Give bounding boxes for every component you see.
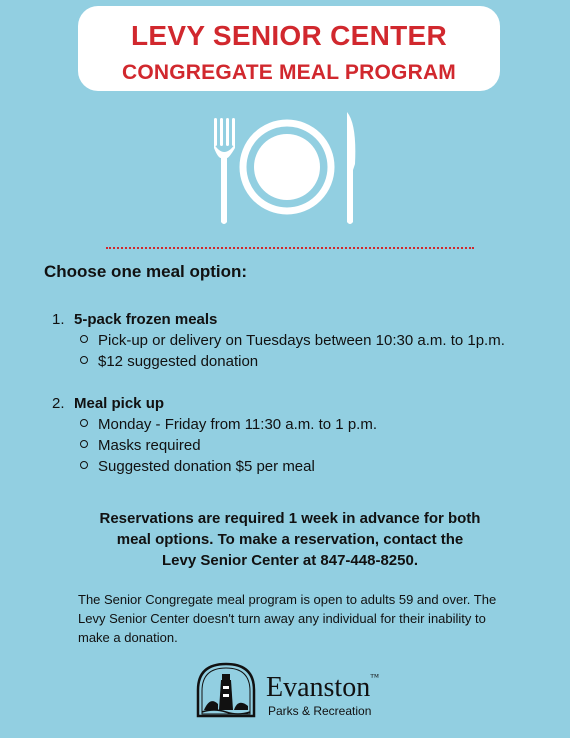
logo-name: Evanston	[266, 672, 371, 703]
options-heading: Choose one meal option:	[44, 262, 248, 281]
trademark-symbol: ™	[370, 672, 380, 682]
option-1-item-2: $12 suggested donation	[80, 353, 258, 370]
program-note: The Senior Congregate meal program is open to adults 59 and over. The Levy Senior Center doesn't turn away any individual for their inability to make a donation.	[78, 592, 497, 645]
evanston-logo	[192, 660, 402, 720]
dotted-divider	[106, 247, 474, 249]
logo-subtitle: Parks & Recreation	[268, 704, 372, 718]
circle-bullet-icon	[80, 335, 88, 343]
option-1-number: 1.	[52, 311, 65, 328]
circle-bullet-icon	[80, 419, 88, 427]
option-2-number: 2.	[52, 395, 65, 412]
circle-bullet-icon	[80, 356, 88, 364]
circle-bullet-icon	[80, 461, 88, 469]
reservation-line-1: Reservations are required 1 week in advance for both	[99, 510, 481, 527]
option-1-label: 5-pack frozen meals	[74, 311, 218, 328]
option-2-title	[52, 395, 164, 412]
option-2-item-2: Masks required	[80, 437, 201, 454]
reservation-line-3: Levy Senior Center at 847-448-8250.	[162, 552, 418, 569]
option-2-item-1: Monday - Friday from 11:30 a.m. to 1 p.m.	[80, 416, 377, 433]
reservation-line-2: meal options. To make a reservation, contact the	[116, 531, 464, 548]
reservation-notice	[60, 508, 520, 571]
option-2-label: Meal pick up	[74, 395, 165, 412]
evanston-wordmark	[266, 672, 379, 704]
plate-fork-knife-icon	[205, 110, 365, 230]
option-1-item-1: Pick-up or delivery on Tuesdays between 10:30 a.m. to 1p.m.	[80, 332, 505, 349]
option-2-item-3: Suggested donation $5 per meal	[80, 458, 315, 475]
title-line-2: CONGREGATE MEAL PROGRAM	[122, 61, 456, 84]
title-line-1: LEVY SENIOR CENTER	[130, 20, 448, 51]
option-1-title	[52, 311, 217, 328]
circle-bullet-icon	[80, 440, 88, 448]
title-banner	[78, 6, 500, 91]
lighthouse-emblem-icon	[192, 660, 260, 718]
